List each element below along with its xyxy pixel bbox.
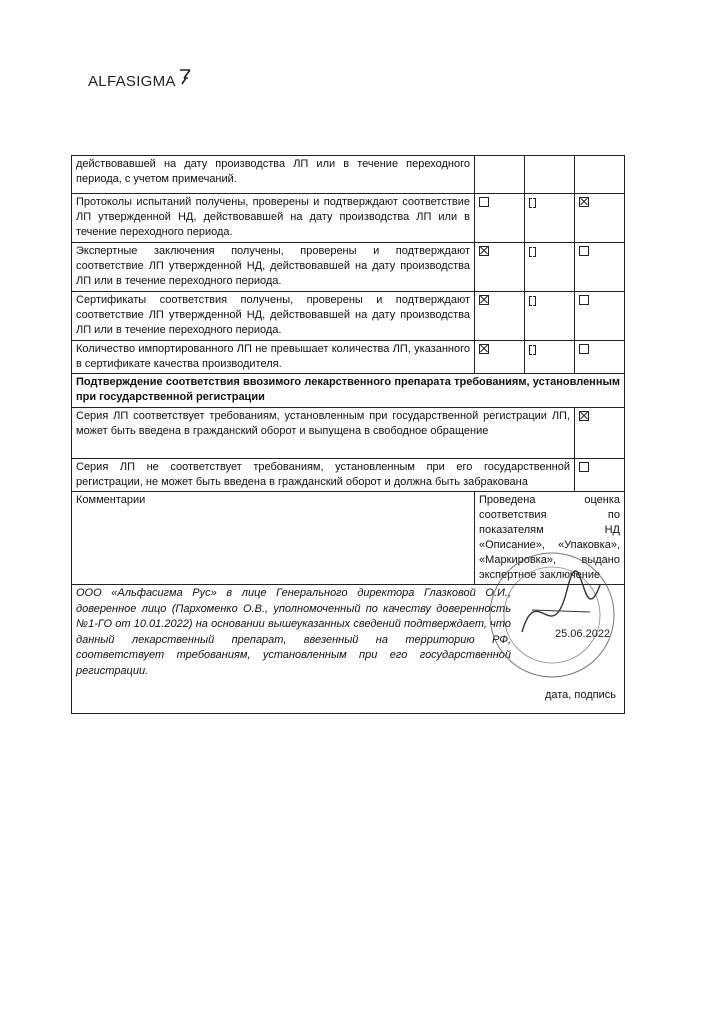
series-text: Серия ЛП соответствует требованиям, установленным при государственной регистрации ЛП, может быть введена в гражданский оборот и выпущена в свободное обращение (72, 408, 575, 459)
logo-text: ALFASIGMA (88, 73, 176, 90)
comments-value: Проведена оценка соответствия по показателям НД «Описание», «Упаковка», «Маркировка», выдано экспертное заключение (475, 492, 625, 585)
table-row (72, 194, 625, 243)
checkbox-bracket[interactable] (529, 247, 536, 256)
box-cell (575, 156, 625, 194)
company-stamp (482, 540, 622, 690)
row-text: Количество импортированного ЛП не превышает количества ЛП, указанного в сертификате качества производителя. (72, 341, 475, 374)
checkbox-empty[interactable] (479, 197, 489, 207)
checkbox-checked[interactable] (579, 411, 589, 421)
table-row (72, 341, 625, 374)
logo-mark-icon (178, 68, 192, 86)
table-row (72, 243, 625, 292)
box-cell (475, 156, 525, 194)
final-statement: ООО «Альфасигма Рус» в лице Генерального директора Глазковой О.И., доверенное лицо (Пархоменко О.В., уполномоченный по качеству доверенность №1-ГО от 10.01.2022) на основании вышеуказанных сведений подтверждает, что данный лекарственный препарат, ввезенный на территорию РФ, соответствует требованиям, установленным при его государственной регистрации. (76, 587, 511, 677)
checkbox-checked[interactable] (479, 344, 489, 354)
checkbox-bracket[interactable] (529, 345, 536, 354)
checkbox-empty[interactable] (579, 295, 589, 305)
row-text: Экспертные заключения получены, проверены и подтверждают соответствие ЛП утвержденной НД, действовавшей на дату производства ЛП или в течение переходного периода. (72, 243, 475, 292)
table-row (72, 292, 625, 341)
comments-label: Комментарии (72, 492, 475, 585)
stamp-date: 25.06.2022 (555, 628, 611, 640)
section-heading: Подтверждение соответствия ввозимого лекарственного препарата требованиям, установленным при государственной регистрации (72, 374, 625, 408)
checkbox-empty[interactable] (579, 462, 589, 472)
checkbox-empty[interactable] (579, 344, 589, 354)
checkbox-bracket[interactable] (529, 198, 536, 207)
row-text: Сертификаты соответствия получены, проверены и подтверждают соответствие ЛП утвержденной НД, действовавшей на дату производства ЛП или в течение переходного периода. (72, 292, 475, 341)
row-text: действовавшей на дату производства ЛП или в течение переходного периода, с учетом примечаний. (72, 156, 475, 194)
alfasigma-logo (88, 70, 192, 94)
row-text: Протоколы испытаний получены, проверены и подтверждают соответствие ЛП утвержденной НД, действовавшей на дату производства ЛП или в течение переходного периода. (72, 194, 475, 243)
date-sign-label: дата, подпись (544, 689, 616, 701)
table-row (72, 156, 625, 194)
section-heading-row (72, 374, 625, 408)
checkbox-empty[interactable] (579, 246, 589, 256)
checkbox-bracket[interactable] (529, 296, 536, 305)
checkbox-checked[interactable] (579, 197, 589, 207)
series-row (72, 459, 625, 492)
series-row (72, 408, 625, 459)
box-cell (525, 156, 575, 194)
checkbox-checked[interactable] (479, 246, 489, 256)
checkbox-checked[interactable] (479, 295, 489, 305)
series-text: Серия ЛП не соответствует требованиям, установленным при его государственной регистрации, не может быть введена в гражданский оборот и должна быть забракована (72, 459, 575, 492)
